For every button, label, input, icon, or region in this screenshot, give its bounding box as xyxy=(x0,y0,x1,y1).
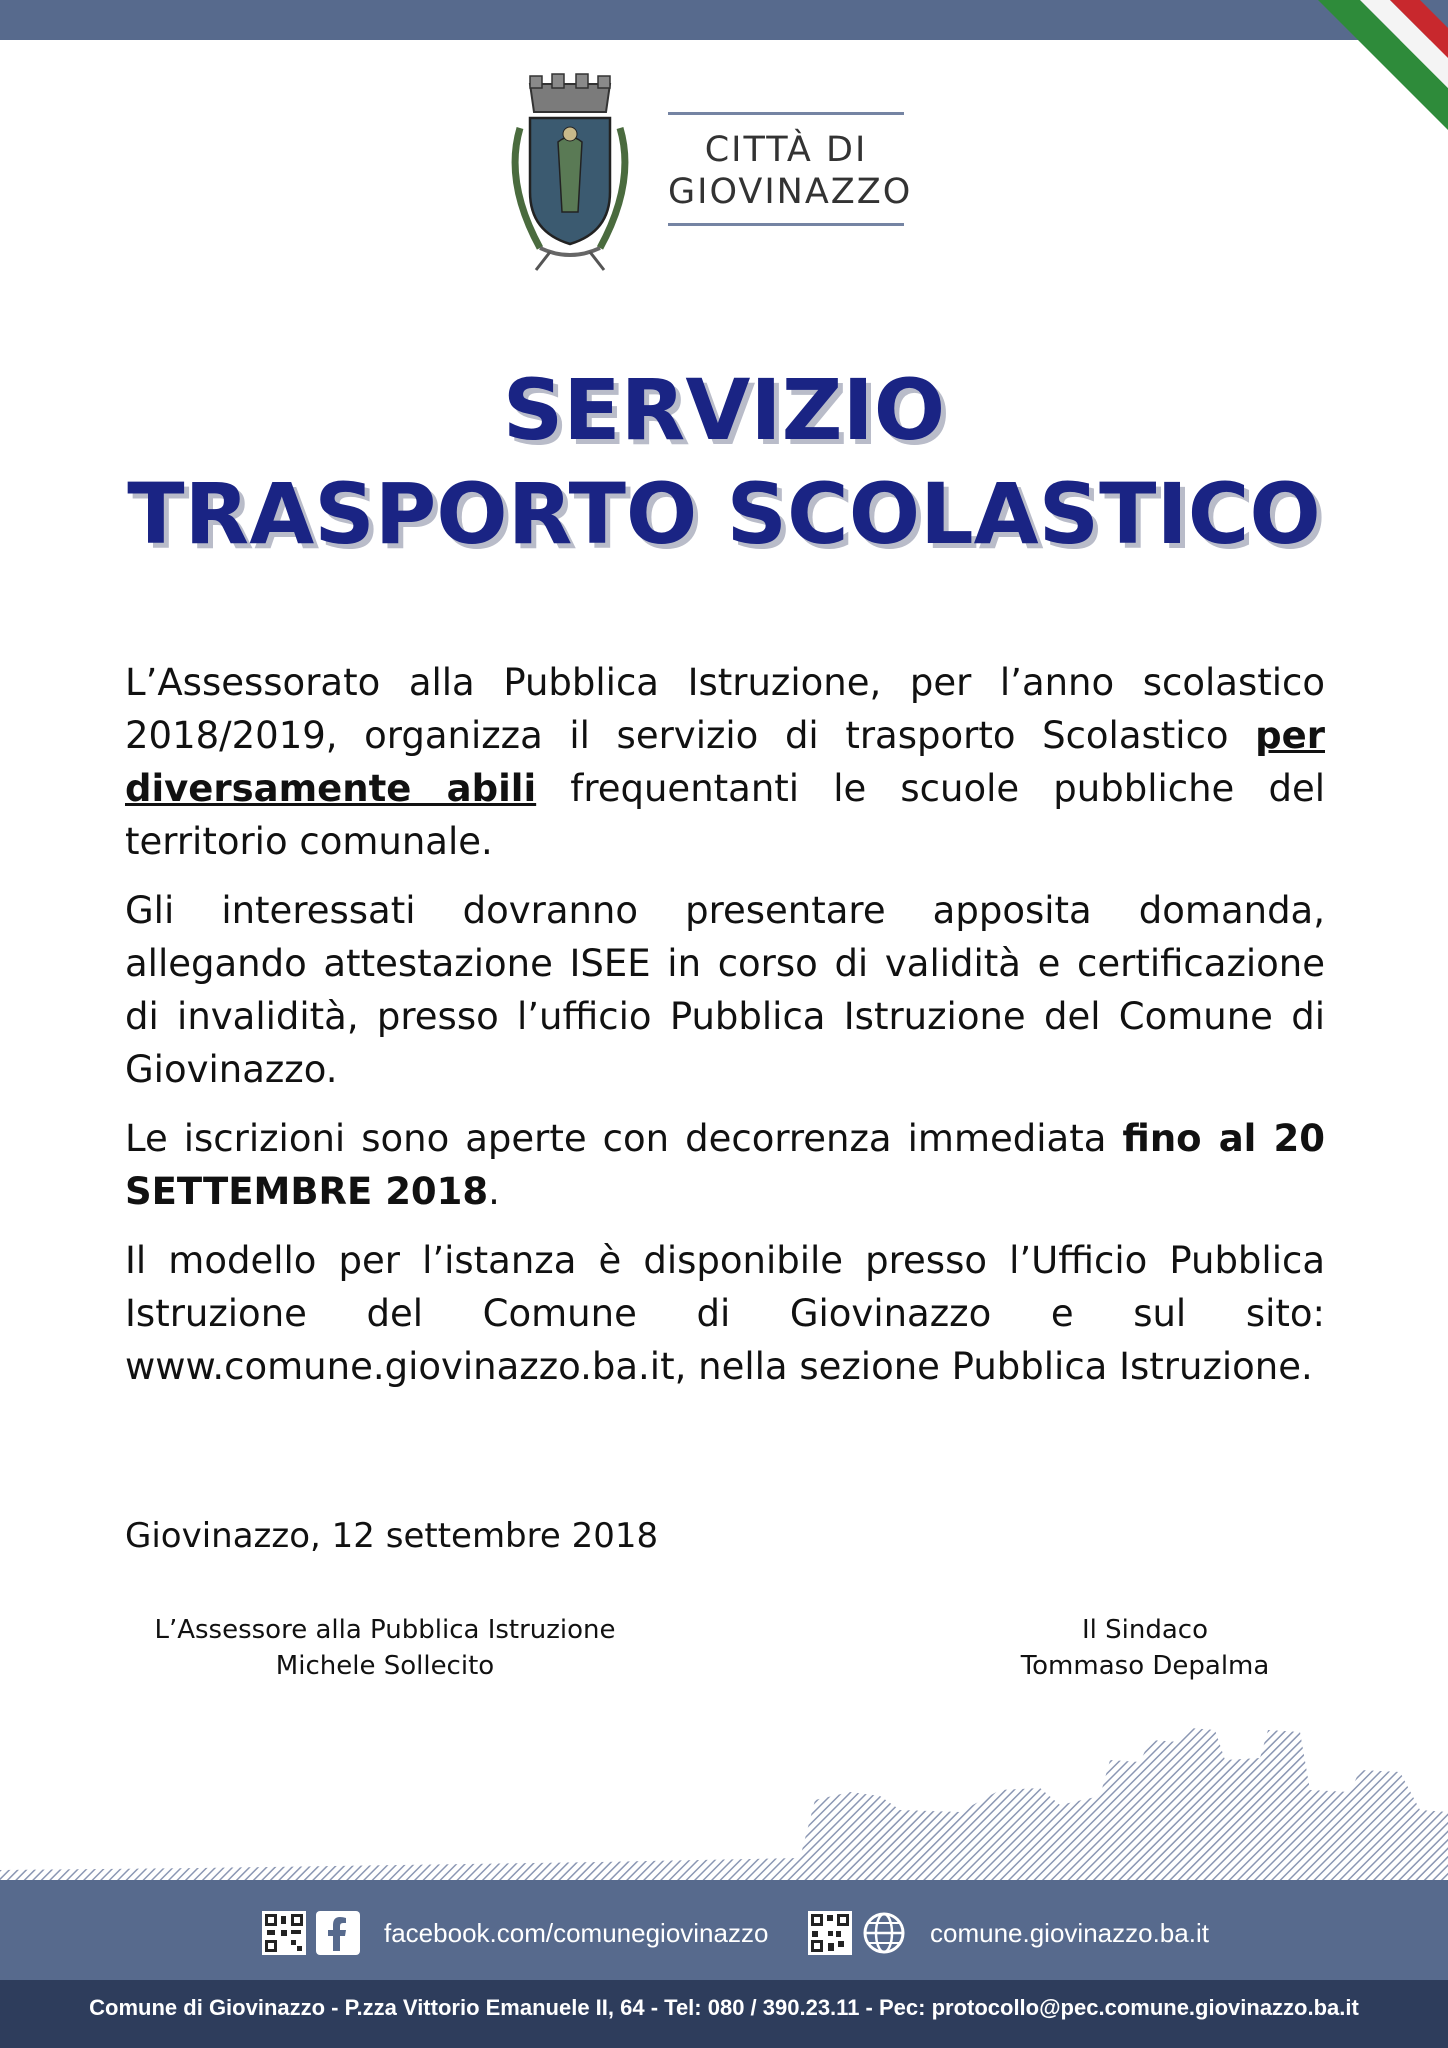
italian-flag-ribbon-icon xyxy=(1298,0,1448,140)
city-name xyxy=(668,112,913,226)
facebook-contact[interactable] xyxy=(262,1913,768,1953)
coat-of-arms-icon xyxy=(500,72,640,272)
paragraph-4: Il modello per l’istanza è disponibile presso l’Ufficio Pubblica Istruzione del Comune di Giovinazzo e sul sito: www.comune.giovinazzo.ba.it, nella sezione Pubblica Istruzione. xyxy=(125,1239,1325,1388)
title-line-1: SERVIZIO xyxy=(502,361,946,459)
city-line-1: CITTÀ DI xyxy=(704,130,868,170)
website-link[interactable]: comune.giovinazzo.ba.it xyxy=(930,1917,1209,1948)
qr-code-icon xyxy=(808,1911,852,1955)
facebook-link[interactable]: facebook.com/comunegiovinazzo xyxy=(384,1917,769,1948)
website-contact[interactable] xyxy=(808,1913,1209,1953)
top-bar xyxy=(0,0,1448,40)
globe-icon xyxy=(862,1911,906,1955)
signature-name: Tommaso Depalma xyxy=(1020,1651,1270,1681)
address-bar: Comune di Giovinazzo - P.zza Vittorio Emanuele II, 64 - Tel: 080 / 390.23.11 - Pec: protocollo@pec.comune.giovinazzo.ba.it xyxy=(0,1980,1448,2048)
skyline-silhouette xyxy=(0,1700,1448,1880)
signature-sindaco xyxy=(990,1612,1300,1684)
facebook-icon xyxy=(316,1911,360,1955)
deadline: fino al 20 SETTEMBRE 2018 xyxy=(125,1117,1325,1213)
date-line: Giovinazzo, 12 settembre 2018 xyxy=(125,1516,659,1556)
paragraph-2: Gli interessati dovranno presentare apposita domanda, allegando attestazione ISEE in corso di validità e certificazione di invalidità, presso l’ufficio Pubblica Istruzione del Comune di Giovinazzo. xyxy=(125,889,1325,1091)
signature-assessore xyxy=(150,1612,620,1684)
signature-role: Il Sindaco xyxy=(1081,1615,1208,1645)
city-line-2: GIOVINAZZO xyxy=(668,172,913,212)
signature-name: Michele Sollecito xyxy=(275,1651,495,1681)
title-line-2: TRASPORTO SCOLASTICO xyxy=(127,465,1321,563)
paragraph-3: Le iscrizioni sono aperte con decorrenza immediata fino al 20 SETTEMBRE 2018. xyxy=(125,1117,1325,1213)
qr-code-icon xyxy=(262,1911,306,1955)
signature-role: L’Assessore alla Pubblica Istruzione xyxy=(154,1615,616,1645)
emphasis-diversamente-abili: per diversamente abili xyxy=(125,714,1325,810)
notice-body xyxy=(125,656,1325,1409)
page-title xyxy=(0,358,1448,566)
paragraph-1: L’Assessorato alla Pubblica Istruzione, per l’anno scolastico 2018/2019, organizza il servizio di trasporto Scolastico per diversamente abili frequentanti le scuole pubbliche del territorio comunale. xyxy=(125,661,1325,863)
